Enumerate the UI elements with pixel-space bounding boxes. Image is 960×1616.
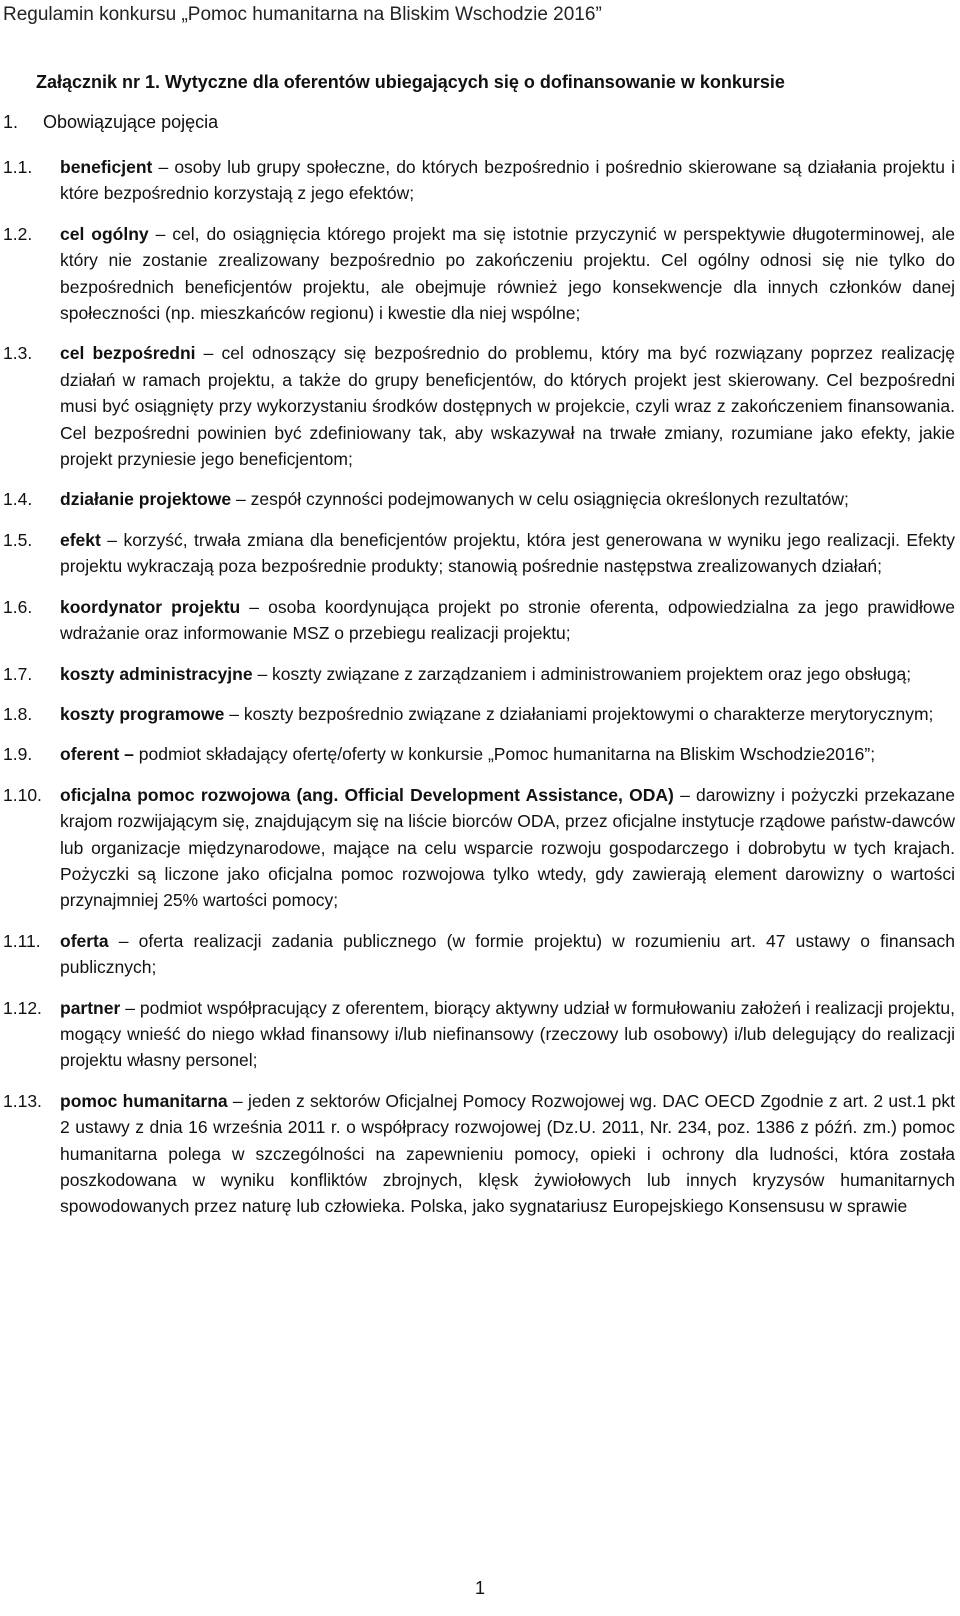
definition-term: oferent – [60,744,134,765]
definition-body [60,154,955,207]
definition-body [60,995,955,1074]
definition-number: 1.12. [3,997,42,1018]
definition-number: 1.1. [3,157,33,177]
definition-term: koszty programowe [60,703,225,724]
definition-text: – zespół czynności podejmowanych w celu osiągnięcia określonych rezultatów; [231,489,849,510]
definition-term: oferta [60,930,109,951]
definition-body [60,701,955,727]
definition-term: koszty administracyjne [60,663,253,684]
definition-text: – osoby lub grupy społeczne, do których bezpośrednio i pośrednio skierowane są działania projektu i które bezpośrednio korzystają z jego efektów; [60,157,955,204]
definition-item [3,661,955,687]
definition-term: cel bezpośredni [60,343,196,364]
definition-item [3,928,955,981]
definition-item [3,701,955,727]
definition-item [3,154,955,207]
definition-text: – cel, do osiągnięcia którego projekt ma się istotnie przyczynić w perspektywie długoterminowej, ale który nie zostanie zrealizowany bezpośrednio po zakończeniu projektu. Cel ogólny odnosi się nie tylko do bezpośrednich beneficjentów projektu, ale obejmuje również jego konsekwencje dla innych członków danej społeczności (np. mieszkańców regionu) i kwestie dla niej wspólne; [60,223,955,324]
definition-number: 1.8. [3,703,33,724]
definition-item [3,741,955,767]
definition-body [60,1088,955,1220]
definition-text: – podmiot współpracujący z oferentem, biorący aktywny udział w formułowaniu założeń i realizacji projektu, mogący wnieść do niego wkład finansowy i/lub niefinansowy (rzeczowy lub osobowy) i/lub delegujący do realizacji projektu własny personel; [60,997,955,1071]
definition-text: – cel odnoszący się bezpośrednio do problemu, który ma być rozwiązany poprzez realizację działań w ramach projektu, a także do grupy beneficjentów, do których projekt jest skierowany. Cel bezpośredni musi być osiągnięty przy wykorzystaniu środków dostępnych w projekcie, czyli wraz z zakończeniem finansowania. Cel bezpośredni powinien być zdefiniowany tak, aby wskazywał na trwałe zmiany, rozumiane jako efekty, jakie projekt przyniesie jego beneficjentom; [60,343,956,470]
definitions-list [3,154,955,1234]
definition-term: beneficjent [60,157,153,177]
definition-body [60,594,955,647]
definition-number: 1.4. [3,489,33,510]
definition-number: 1.6. [3,596,33,617]
definition-item [3,1088,955,1220]
definition-body [60,741,955,767]
definition-term: efekt [60,529,101,550]
definition-text: podmiot składający ofertę/oferty w konkursie „Pomoc humanitarna na Bliskim Wschodzie2016”; [133,744,876,765]
definition-item [3,486,955,512]
definition-item [3,527,955,580]
definition-item [3,340,955,472]
definition-number: 1.11. [3,930,41,951]
definition-number: 1.2. [3,223,33,244]
section-title [3,112,218,133]
definition-term: pomoc humanitarna [60,1090,228,1111]
definition-text: – koszty bezpośrednio związane z działaniami projektowymi o charakterze merytorycznym; [224,703,934,724]
annex-heading: Załącznik nr 1. Wytyczne dla oferentów ubiegających się o dofinansowanie w konkursie [36,72,785,92]
definition-term: oficjalna pomoc rozwojowa (ang. Official Development Assistance, ODA) [60,784,674,805]
definition-body [60,340,955,472]
definition-text: – korzyść, trwała zmiana dla beneficjentów projektu, która jest generowana w wyniku jego realizacji. Efekty projektu wykraczają poza bezpośrednie produkty; stanowią pośrednie następstwa zrealizowanych działań; [60,529,955,577]
section-title-text: Obowiązujące pojęcia [43,112,219,132]
definition-text: – jeden z sektorów Oficjalnej Pomocy Rozwojowej wg. DAC OECD Zgodnie z art. 2 ust.1 pkt 2 ustawy z dnia 16 września 2011 r. o współpracy rozwojowej (Dz.U. 2011, Nr. 234, poz. 1386 z późń. zm.) pomoc humanitarna polega w szczególności na zapewnieniu pomocy, opieki i ochrony dla ludności, która została poszkodowana w wyniku konfliktów zbrojnych, klęsk żywiołowych lub innych kryzysów humanitarnych spowodowanych przez naturę lub człowieka. Polska, jako sygnatariusz Europejskiego Konsensusu w sprawie [60,1090,955,1217]
definition-text: – darowizny i pożyczki przekazane krajom rozwijającym się, znajdującym się na liście biorców ODA, przez oficjalne instytucje rządowe państw-dawców lub organizacje międzynarodowe, mające na celu wsparcie rozwoju gospodarczego i dobrobytu w tych krajach. Pożyczki są liczone jako oficjalna pomoc rozwojowa tylko wtedy, gdy zawierają element darowizny o wartości przynajmniej 25% wartości pomocy; [60,784,956,911]
definition-term: partner [60,997,121,1018]
definition-body [60,221,955,327]
definition-body [60,527,955,580]
definition-term: koordynator projektu [60,596,241,617]
definition-item [3,594,955,647]
definition-item [3,221,955,327]
definition-number: 1.9. [3,744,33,765]
definition-text: – koszty związane z zarządzaniem i administrowaniem projektem oraz jego obsługą; [252,663,912,684]
page-number: 1 [474,1578,485,1598]
document-header: Regulamin konkursu „Pomoc humanitarna na Bliskim Wschodzie 2016” [3,4,602,25]
definition-number: 1.7. [3,663,33,684]
definition-number: 1.5. [3,529,33,550]
definition-term: działanie projektowe [60,489,232,510]
section-number: 1. [3,112,19,132]
definition-number: 1.3. [3,343,33,364]
definition-number: 1.13. [3,1090,42,1111]
definition-item [3,782,955,914]
definition-text: – oferta realizacji zadania publicznego (w formie projektu) w rozumieniu art. 47 ustawy o finansach publicznych; [60,930,955,978]
definition-item [3,995,955,1074]
definition-body [60,782,955,914]
definition-term: cel ogólny [60,223,149,244]
definition-body [60,661,955,687]
definition-number: 1.10. [3,784,42,805]
definition-text: – osoba koordynująca projekt po stronie oferenta, odpowiedzialna za jego prawidłowe wdrażanie oraz informowanie MSZ o przebiegu realizacji projektu; [60,596,955,644]
definition-body [60,928,955,981]
definition-body [60,486,955,512]
